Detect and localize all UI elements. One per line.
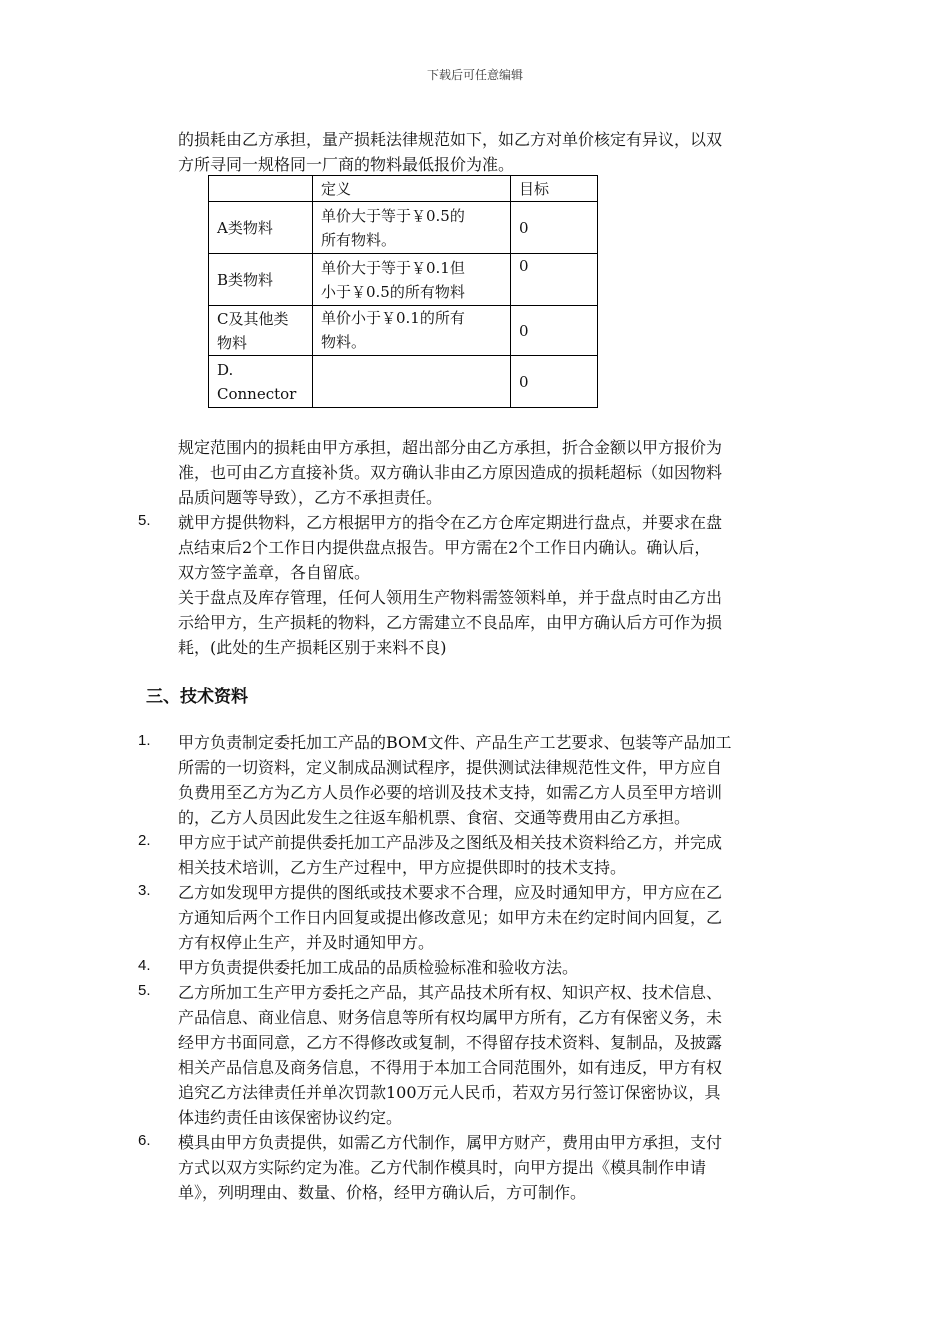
- list-item: [178, 955, 833, 980]
- list-number: 6.: [138, 1132, 151, 1149]
- text-line: 物料: [217, 333, 248, 352]
- material-class-cell: [209, 356, 313, 408]
- list-number: 1.: [138, 732, 151, 749]
- list-item: [178, 980, 833, 1130]
- list-number: 5.: [138, 982, 151, 999]
- text-line: 小于￥0.5的所有物料: [321, 282, 465, 301]
- text-line: 乙方所加工生产甲方委托之产品，其产品技术所有权、知识产权、技术信息、: [178, 983, 723, 1002]
- text-line: 乙方如发现甲方提供的图纸或技术要求不合理，应及时通知甲方，甲方应在乙: [178, 883, 723, 902]
- intro-paragraph: [178, 127, 833, 177]
- target-cell: 0: [511, 356, 598, 408]
- text-line: D.: [217, 360, 234, 379]
- text-line: 的，乙方人员因此发生之往返车船机票、食宿、交通等费用由乙方承担。: [178, 808, 691, 827]
- table-header-cell: 定义: [313, 176, 511, 202]
- material-class-cell: [209, 306, 313, 356]
- text-line: 双方签字盖章，各自留底。: [178, 563, 371, 582]
- target-cell: 0: [511, 254, 598, 306]
- text-line: 单价大于等于￥0.1但: [321, 258, 465, 277]
- loss-table: [208, 175, 598, 408]
- material-class-cell: [209, 254, 313, 306]
- list-item: [178, 730, 833, 830]
- text-line: 物料。: [321, 333, 367, 351]
- list-number: 2.: [138, 832, 151, 849]
- table-row: [209, 356, 598, 408]
- text-line: 甲方负责制定委托加工产品的BOM文件、产品生产工艺要求、包装等产品加工: [178, 733, 732, 752]
- text-line: 关于盘点及库存管理，任何人领用生产物料需签领料单，并于盘点时由乙方出: [178, 588, 723, 607]
- table-row: [209, 306, 598, 356]
- text-line: 规定范围内的损耗由甲方承担，超出部分由乙方承担，折合金额以甲方报价为: [178, 438, 723, 457]
- text-line: 负费用至乙方为乙方人员作必要的培训及技术支持，如需乙方人员至甲方培训: [178, 783, 723, 802]
- table-header-cell: 目标: [511, 176, 598, 202]
- table-row: [209, 254, 598, 306]
- text-line: 准，也可由乙方直接补货。双方确认非由乙方原因造成的损耗超标（如因物料: [178, 463, 723, 482]
- text-line: 体违约责任由该保密协议约定。: [178, 1108, 403, 1127]
- text-line: 点结束后2个工作日内提供盘点报告。甲方需在2个工作日内确认。确认后，: [178, 538, 711, 557]
- text-line: 单价小于￥0.1的所有: [321, 309, 465, 327]
- after-table-paragraph: [178, 435, 833, 510]
- text-line: 经甲方书面同意，乙方不得修改或复制，不得留存技术资料、复制品，及披露: [178, 1033, 723, 1052]
- list-number: 5.: [138, 512, 151, 529]
- text-line: 所需的一切资料，定义制成品测试程序，提供测试法律规范性文件，甲方应自: [178, 758, 723, 777]
- section-heading: 三、技术资料: [146, 687, 248, 707]
- list-number: 3.: [138, 882, 151, 899]
- text-line: 相关产品信息及商务信息，不得用于本加工合同范围外，如有违反，甲方有权: [178, 1058, 723, 1077]
- table-header-cell: [209, 176, 313, 202]
- definition-cell: [313, 356, 511, 408]
- text-line: 单》，列明理由、数量、价格，经甲方确认后，方可制作。: [178, 1183, 587, 1202]
- text-line: Connector: [217, 384, 297, 403]
- definition-cell: [313, 254, 511, 306]
- intro-line: 的损耗由乙方承担，量产损耗法律规范如下，如乙方对单价核定有异议，以双: [178, 130, 723, 149]
- text-line: 单价大于等于￥0.5的: [321, 206, 465, 225]
- text-line: 示给甲方，生产损耗的物料，乙方需建立不良品库，由甲方确认后方可作为损: [178, 613, 723, 632]
- target-cell: 0: [511, 202, 598, 254]
- text-line: 方通知后两个工作日内回复或提出修改意见；如甲方未在约定时间内回复，乙: [178, 908, 723, 927]
- inventory-paragraph: [178, 510, 833, 660]
- text-line: 甲方负责提供委托加工成品的品质检验标准和验收方法。: [178, 958, 579, 977]
- definition-cell: [313, 306, 511, 356]
- text-line: 所有物料。: [321, 230, 397, 249]
- table-row: [209, 202, 598, 254]
- text-line: 方有权停止生产，并及时通知甲方。: [178, 933, 435, 952]
- text-line: C及其他类: [217, 309, 289, 328]
- text-line: 甲方应于试产前提供委托加工产品涉及之图纸及相关技术资料给乙方，并完成: [178, 833, 723, 852]
- text-line: 方式以双方实际约定为准。乙方代制作模具时，向甲方提出《模具制作申请: [178, 1158, 707, 1177]
- text-line: 相关技术培训，乙方生产过程中，甲方应提供即时的技术支持。: [178, 858, 627, 877]
- text-line: 就甲方提供物料，乙方根据甲方的指令在乙方仓库定期进行盘点，并要求在盘: [178, 513, 723, 532]
- intro-line: 方所寻同一规格同一厂商的物料最低报价为准。: [178, 155, 515, 174]
- text-line: B类物料: [217, 270, 274, 289]
- material-class-cell: [209, 202, 313, 254]
- text-line: 品质问题等导致），乙方不承担责任。: [178, 488, 443, 507]
- list-item: [178, 830, 833, 880]
- text-line: A类物料: [217, 218, 273, 237]
- list-item: [178, 880, 833, 955]
- text-line: 模具由甲方负责提供，如需乙方代制作，属甲方财产，费用由甲方承担，支付: [178, 1133, 723, 1152]
- list-number: 4.: [138, 957, 151, 974]
- table-header-row: [209, 176, 598, 202]
- text-line: 追究乙方法律责任并单次罚款100万元人民币，若双方另行签订保密协议，具: [178, 1083, 721, 1102]
- definition-cell: [313, 202, 511, 254]
- page-header: 下载后可任意编辑: [426, 68, 523, 82]
- list-item: [178, 1130, 833, 1205]
- text-line: 产品信息、商业信息、财务信息等所有权均属甲方所有，乙方有保密义务，未: [178, 1008, 723, 1027]
- text-line: 耗，(此处的生产损耗区别于来料不良): [178, 638, 447, 657]
- target-cell: 0: [511, 306, 598, 356]
